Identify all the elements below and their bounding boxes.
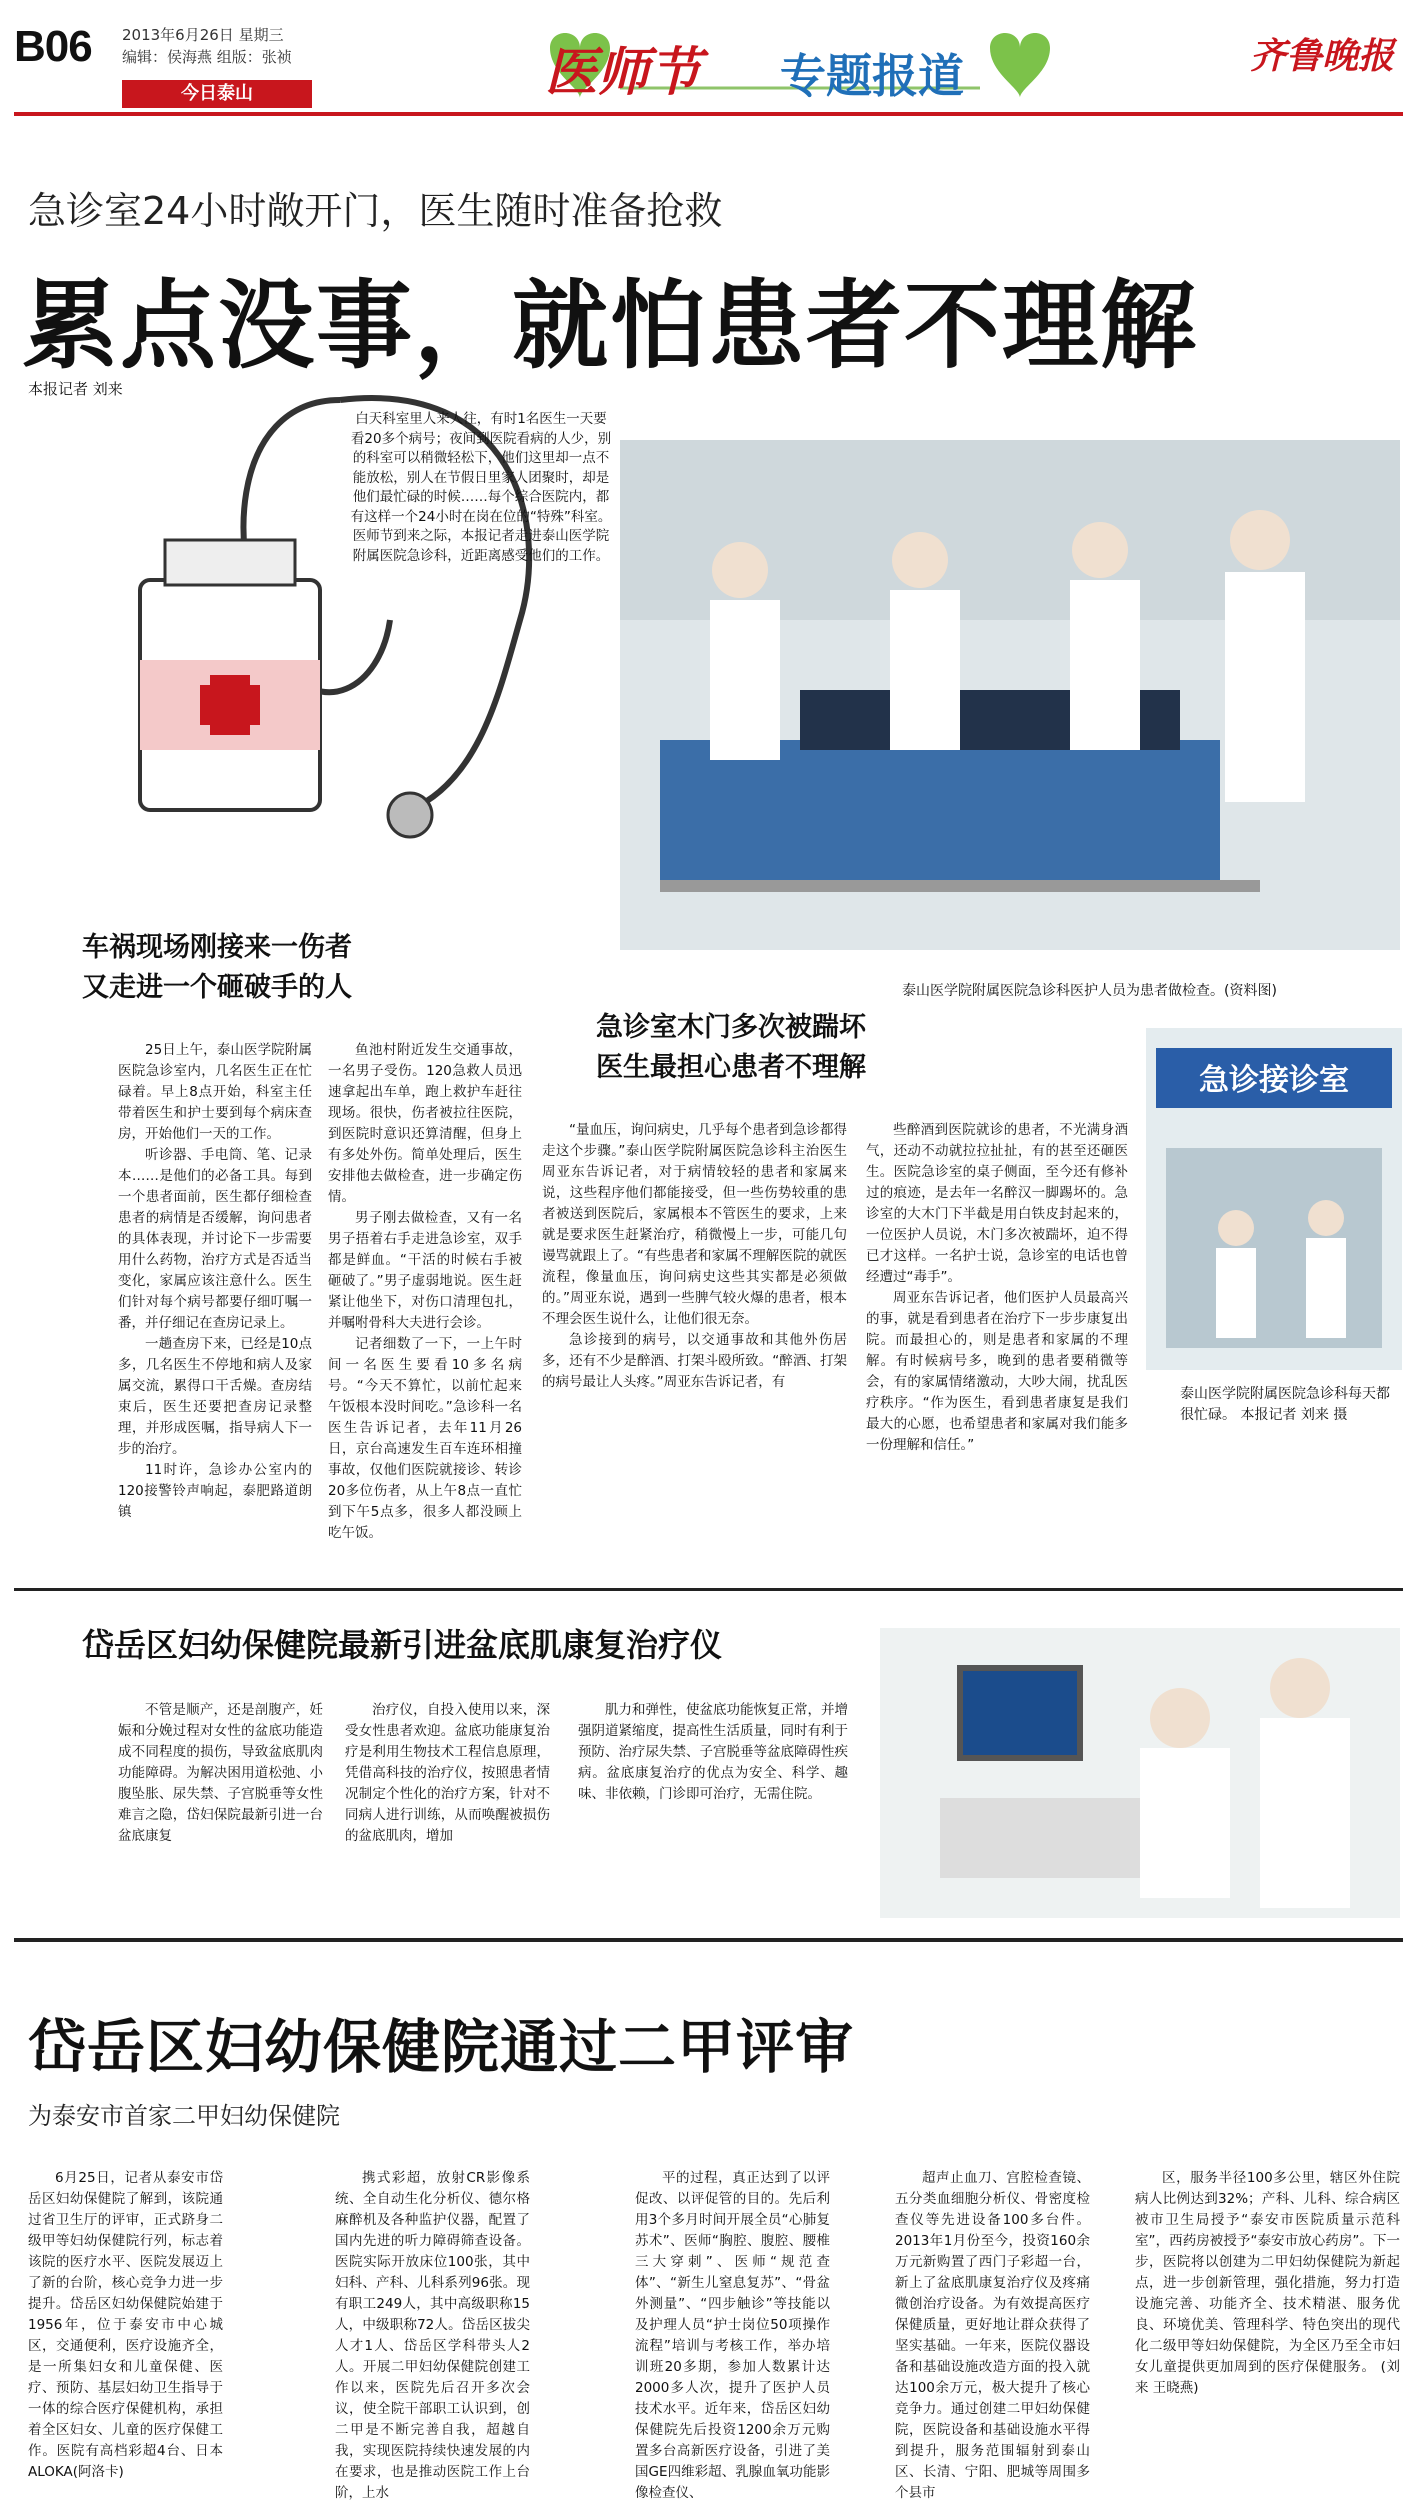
subheading: 急诊室木门多次被踹坏 医生最担心患者不理解 [596, 1012, 866, 1083]
lead-headline: 累点没事，就怕患者不理解 [22, 270, 1198, 382]
article-column: 25日上午，泰山医学院附属医院急诊室内，几名医生正在忙碌着。早上8点开始，科室主任带着医生和护士要到每个病床查房，开始他们一天的工作。 听诊器、手电筒、笔、记录本……是他们的必备工具。每到一个患者面前，医生都仔细检查患者的病情是否缓解，询问患者的具体表现，并讨论下一步需要用什么药物，治疗方式是否适当变化，家属应该注意什么。医生们针对每个病号都要仔细叮嘱一番，并仔细记在查房记录上。 一趟查房下来，已经是10点多，几名医生不停地和病人及家属交流，累得口干舌燥。查房结束后，医生还要把查房记录整理，并形成医嘱，指导病人下一步的治疗。 11时许，急诊办公室内的120接警铃声响起，泰肥路道朗镇 [118, 1042, 312, 1520]
section-tab: 今日泰山 [122, 80, 312, 108]
story3-subtitle: 为泰安市首家二甲妇幼保健院 [28, 2102, 340, 2130]
section-divider [14, 1938, 1403, 1942]
article-column: 6月25日，记者从泰安市岱岳区妇幼保健院了解到，该院通过省卫生厅的评审，正式跻身二级甲等妇幼保健院行列，标志着该院的医疗水平、医院发展迈上了新的台阶，核心竞争力进一步提升。岱岳区妇幼保健院始建于1956年，位于泰安市中心城区，交通便利，医疗设施齐全，是一所集妇女和儿童保健、医疗、预防、基层妇幼卫生指导于一体的综合医疗保健机构，承担着全区妇女、儿童的医疗保健工作。医院有高档彩超4台、日本ALOKA(阿洛卡) [28, 2170, 223, 2480]
header-rule [14, 112, 1403, 116]
page-number: B06 [14, 22, 92, 71]
therapy-device-photo [880, 1628, 1400, 1918]
editors-line: 编辑：侯海燕 组版：张祯 [122, 48, 292, 66]
story3-headline: 岱岳区妇幼保健院通过二甲评审 [28, 2013, 855, 2081]
emergency-room-photo [620, 440, 1400, 950]
article-column: 些醉酒到医院就诊的患者，不光满身酒气，还动不动就拉拉扯扯，有的甚至还砸医生。医院急诊室的桌子侧面，至今还有修补过的痕迹，是去年一名醉汉一脚踢坏的。急诊室的大木门下半截是用白铁皮封起来的，一位医护人员说，木门多次被踹坏，迫不得已才这样。一名护士说，急诊室的电话也曾经遭过“毒手”。 周亚东告诉记者，他们医护人员最高兴的事，就是看到患者在治疗下一步步康复出院。而最担心的，则是患者和家属的不理解。有时候病号多，晚到的患者要稍微等会，有的家属情绪激动，大吵大闹，扰乱医疗秩序。“作为医生，看到患者康复是我们最大的心愿，也希望患者和家属对我们能多一份理解和信任。” [866, 1122, 1128, 1453]
banner-subtitle: 专题报道 [780, 49, 964, 103]
article-column: 治疗仪，自投入使用以来，深受女性患者欢迎。盆底功能康复治疗是利用生物技术工程信息原理，凭借高科技的治疗仪，按照患者情况制定个性化的治疗方案，针对不同病人进行训练，从而唤醒被损伤的盆底肌肉，增加 [345, 1702, 550, 1844]
banner-title: 医师节 [545, 42, 702, 103]
story2-headline: 岱岳区妇幼保健院最新引进盆底肌康复治疗仪 [82, 1626, 723, 1664]
svg-text:急诊接诊室: 急诊接诊室 [1199, 1063, 1349, 1098]
photo-caption: 泰山医学院附属医院急诊科医护人员为患者做检查。(资料图) [902, 983, 1277, 999]
subheading: 车祸现场刚接来一伤者 又走进一个砸破手的人 [82, 932, 352, 1003]
article-column: 鱼池村附近发生交通事故，一名男子受伤。120急救人员迅速拿起出车单，跑上救护车赶往现场。很快，伤者被拉往医院，到医院时意识还算清醒，但身上有多处外伤。简单处理后，医生安排他去做检查，进一步确定伤情。 男子刚去做检查，又有一名男子捂着右手走进急诊室，双手都是鲜血。“干活的时候右手被砸破了。”男子虚弱地说。医生赶紧让他坐下，对伤口清理包扎，并嘱咐骨科大夫进行会诊。 记者细数了一下，一上午时间一名医生要看10多名病号。“今天不算忙，以前忙起来午饭根本没时间吃。”急诊科一名医生告诉记者，去年11月26日，京台高速发生百车连环相撞事故，仅他们医院就接诊、转诊20多位伤者，从上午8点一直忙到下午5点多，很多人都没顾上吃午饭。 [328, 1042, 522, 1541]
article-column: 平的过程，真正达到了以评促改、以评促管的目的。先后利用3个多月时间开展全员“心肺复苏术”、医师“胸腔、腹腔、腰椎三大穿刺”、医师“规范查体”、“新生儿窒息复苏”、“骨盆外测量”、“四步触诊”等技能以及护理人员“护士岗位50项操作流程”培训与考核工作，举办培训班20多期，参加人数累计达2000多人次，提升了医护人员技术水平。近年来，岱岳区妇幼保健院先后投资1200余万元购置多台高新医疗设备，引进了美国GE四维彩超、乳腺血氧功能影像检查仪、 [635, 2170, 830, 2501]
article-column: 不管是顺产，还是剖腹产，妊娠和分娩过程对女性的盆底功能造成不同程度的损伤，导致盆底肌肉功能障碍。为解决困用道松弛、小腹坠胀、尿失禁、子宫脱垂等女性难言之隐，岱妇保院最新引进一台盆底康复 [118, 1702, 323, 1844]
article-column: 超声止血刀、宫腔检查镜、五分类血细胞分析仪、骨密度检查仪等先进设备100多台件。2013年1月份至今，投资160余万元新购置了西门子彩超一台，新上了盆底肌康复治疗仪及疼痛微创治疗设备。为有效提高医疗保健质量，更好地让群众获得了坚实基础。一年来，医院仪器设备和基础设施改造方面的投入就达100余万元，极大提升了核心竞争力。通过创建二甲妇幼保健院，医院设备和基础设施水平得到提升，服务范围辐射到泰山区、长清、宁阳、肥城等周围多个县市 [895, 2170, 1090, 2501]
issue-date: 2013年6月26日 星期三 [122, 26, 284, 44]
emergency-room-sign-photo [1146, 1028, 1402, 1370]
lead-intro: 白天科室里人来人往，有时1名医生一天要看20多个病号；夜间到医院看病的人少，别的科室可以稍微轻松下，他们这里却一点不能放松，别人在节假日里家人团聚时，却是他们最忙碌的时候……每个综合医院内，都有这样一个24小时在岗在位的“特殊”科室。医师节到来之际，本报记者走进泰山医学院附属医院急诊科，近距离感受他们的工作。 [350, 411, 612, 564]
photo-caption: 泰山医学院附属医院急诊科每天都很忙碌。 本报记者 刘来 摄 [1180, 1386, 1390, 1423]
lead-byline: 本报记者 刘来 [28, 380, 123, 398]
lead-kicker: 急诊室24小时敞开门，医生随时准备抢救 [28, 189, 723, 233]
section-divider [14, 1588, 1403, 1591]
newspaper-logo: 齐鲁晚报 [1250, 35, 1395, 77]
article-column: 携式彩超，放射CR影像系统、全自动生化分析仪、德尔格麻醉机及各种监护仪器，配置了国内先进的听力障碍筛查设备。医院实际开放床位100张，其中妇科、产科、儿科系列96张。现有职工249人，其中高级职称15人，中级职称72人。岱岳区拔尖人才1人、岱岳区学科带头人2人。开展二甲妇幼保健院创建工作以来，医院先后召开多次会议，使全院干部职工认识到，创二甲是不断完善自我，超越自我，实现医院持续快速发展的内在要求，也是推动医院工作上台阶，上水 [335, 2170, 530, 2501]
article-column: 肌力和弹性，使盆底功能恢复正常，并增强阴道紧缩度，提高性生活质量，同时有利于预防、治疗尿失禁、子宫脱垂等盆底障碍性疾病。盆底康复治疗的优点为安全、科学、趣味、非依赖，门诊即可治疗，无需住院。 [578, 1702, 848, 1802]
article-column: “量血压，询问病史，几乎每个患者到急诊都得走这个步骤。”泰山医学院附属医院急诊科主治医生周亚东告诉记者，对于病情较轻的患者和家属来说，这些程序他们都能接受，但一些伤势较重的患者被送到医院后，家属根本不管医生的要求，上来就是要求医生赶紧治疗，稍微慢上一步，可能几句谩骂就跟上了。“有些患者和家属不理解医院的就医流程，像量血压，询问病史这些其实都是必须做的。”周亚东说，遇到一些脾气较火爆的患者，根本不理会医生说什么，让他们很无奈。 急诊接到的病号，以交通事故和其他外伤居多，还有不少是醉酒、打架斗殴所致。“醉酒、打架的病号最让人头疼。”周亚东告诉记者，有 [542, 1122, 847, 1390]
article-column: 区，服务半径100多公里，辖区外住院病人比例达到32%；产科、儿科、综合病区被市卫生局授予“泰安市医院质量示范科室”，西药房被授予“泰安市放心药房”。下一步，医院将以创建为二甲妇幼保健院为新起点，进一步创新管理，强化措施，努力打造设施完善、功能齐全、技术精湛、服务优良、环境优美、管理科学、特色突出的现代化二级甲等妇幼保健院，为全区乃至全市妇女儿童提供更加周到的医疗保健服务。 (刘来 王晓燕) [1135, 2170, 1400, 2396]
